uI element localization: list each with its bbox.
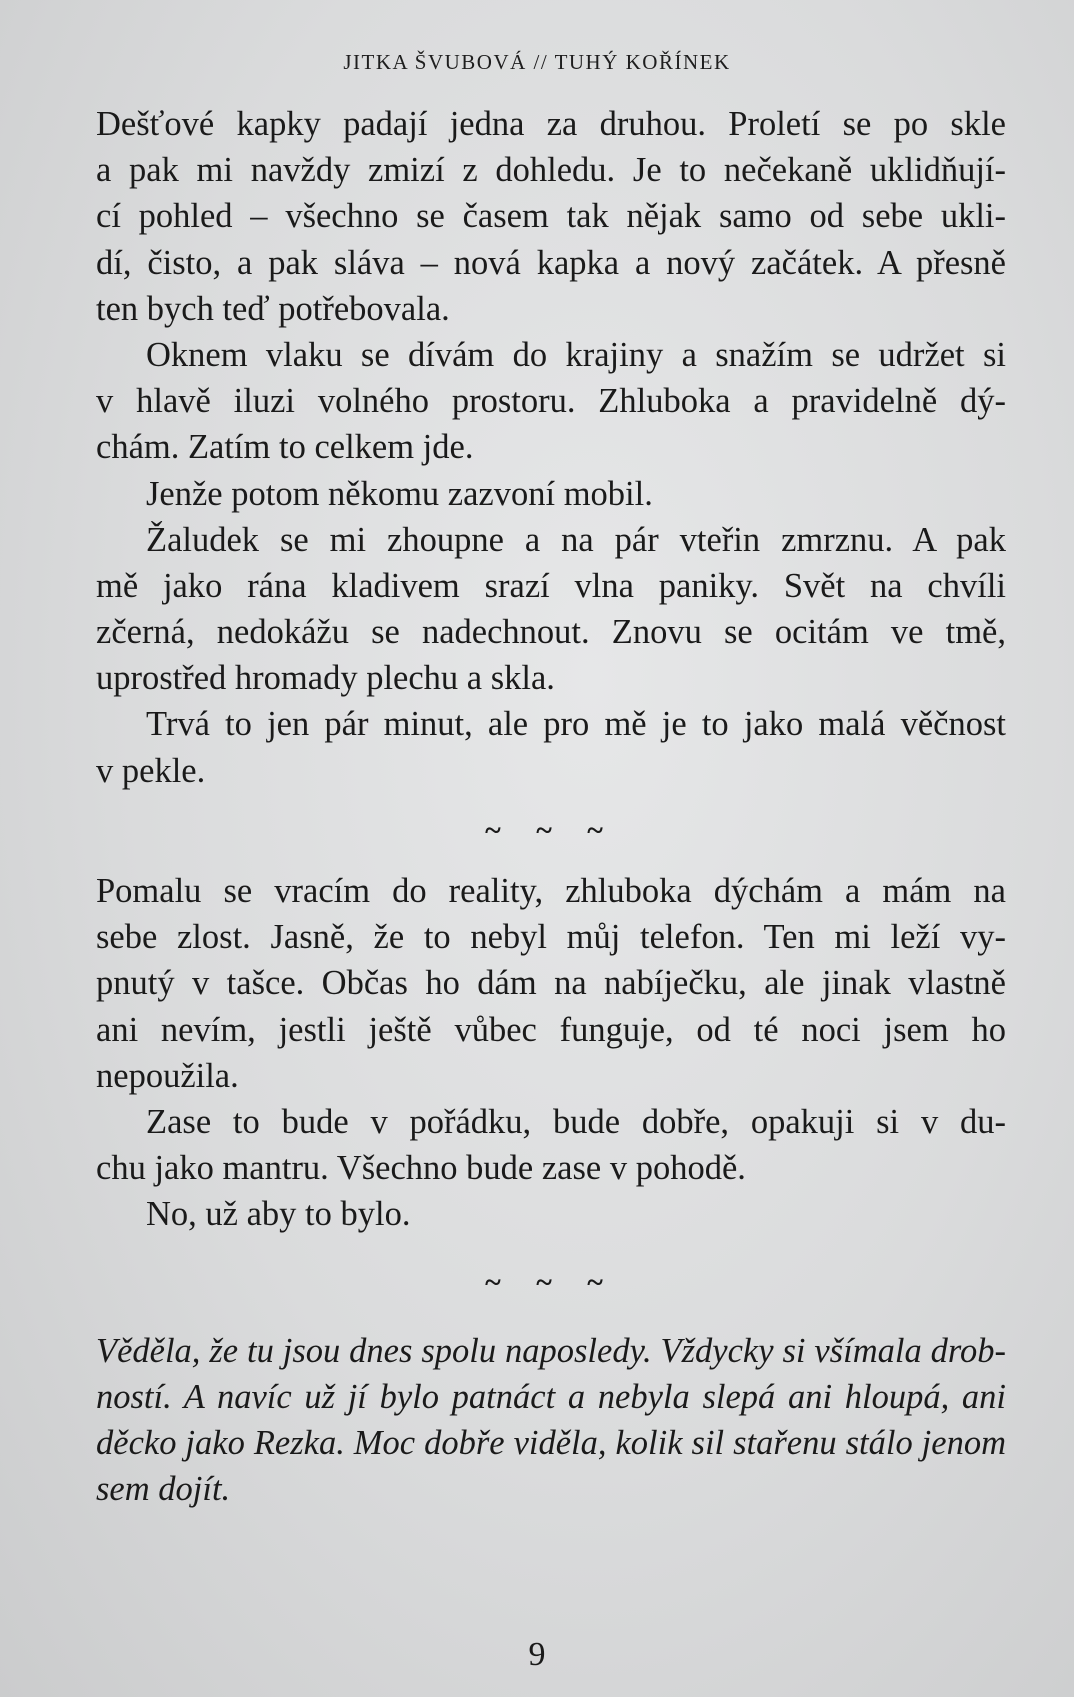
text-line: nepoužila.: [96, 1056, 239, 1095]
section-separator: ~ ~ ~: [485, 813, 617, 847]
text-line: pnutý v tašce. Občas ho dám na nabíječku, ale jinak vlastně: [96, 964, 1006, 1003]
text-line: chu jako mantru. Všechno bude zase v pohodě.: [96, 1149, 746, 1188]
text-line: sebe zlost. Jasně, že to nebyl můj telefon. Ten mi leží vy-: [96, 918, 1006, 957]
text-line: mě jako rána kladivem srazí vlna paniky. Svět na chvíli: [96, 566, 1006, 605]
text-line: zčerná, nedokážu se nadechnout. Znovu se ocitám ve tmě,: [96, 613, 1006, 652]
text-line: Zase to bude v pořádku, bude dobře, opakuji si v du-: [146, 1102, 1006, 1141]
text-line: No, už aby to bylo.: [146, 1195, 411, 1234]
text-line: Pomalu se vracím do reality, zhluboka dýchám a mám na: [96, 872, 1006, 910]
text-line: ností. A navíc už jí bylo patnáct a nebyla slepá ani hloupá, ani: [96, 1377, 1006, 1416]
section-separator: ~ ~ ~: [485, 1265, 617, 1299]
text-line: děcko jako Rezka. Moc dobře viděla, kolik sil stařenu stálo jenom: [96, 1424, 1006, 1463]
text-line: dí, čisto, a pak sláva – nová kapka a nový začátek. A přesně: [96, 243, 1006, 282]
text-line: ani nevím, jestli ještě vůbec funguje, od té noci jsem ho: [96, 1010, 1006, 1049]
text-line: Žaludek se mi zhoupne a na pár vteřin zmrznu. A pak: [146, 520, 1006, 559]
text-line: cí pohled – všechno se časem tak nějak samo od sebe ukli-: [96, 197, 1006, 236]
text-line: Jenže potom někomu zazvoní mobil.: [146, 474, 653, 513]
text-line: ten bych teď potřebovala.: [96, 289, 450, 328]
text-line: uprostřed hromady plechu a skla.: [96, 659, 555, 698]
text-line: v pekle.: [96, 751, 206, 790]
text-line: Dešťové kapky padají jedna za druhou. Proletí se po skle: [96, 105, 1006, 143]
text-line: Věděla, že tu jsou dnes spolu naposledy. Vždycky si všímala drob-: [96, 1331, 1006, 1370]
text-line: sem dojít.: [96, 1470, 231, 1509]
body-text: [96, 101, 1006, 1512]
text-line: a pak mi navždy zmizí z dohledu. Je to nečekaně uklidňují-: [96, 151, 1006, 190]
text-line: v hlavě iluzi volného prostoru. Zhluboka a pravidelně dý-: [96, 382, 1006, 421]
text-line: Trvá to jen pár minut, ale pro mě je to jako malá věčnost: [146, 705, 1006, 744]
page-number: 9: [528, 1636, 546, 1673]
italic-passage: [96, 1328, 1006, 1513]
text-line: chám. Zatím to celkem jde.: [96, 428, 474, 467]
text-line: Oknem vlaku se dívám do krajiny a snažím se udržet si: [146, 335, 1006, 374]
running-header: JITKA ŠVUBOVÁ // TUHÝ KOŘÍNEK: [343, 50, 731, 74]
